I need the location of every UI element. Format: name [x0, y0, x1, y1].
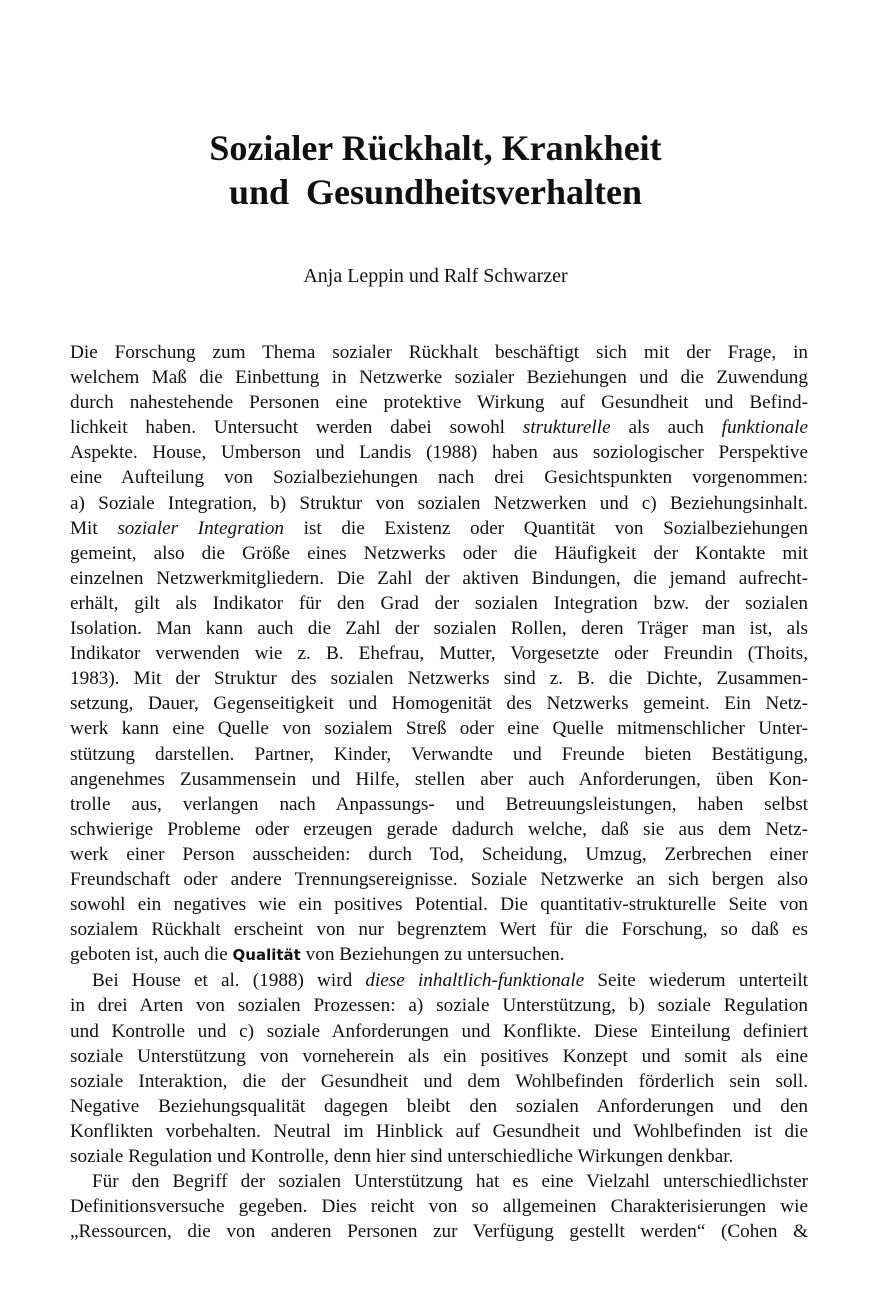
- text-line: soziale Unterstützung von vorneherein als ein positives Konzept und somit als eine: [70, 1045, 808, 1067]
- text-line: [70, 415, 808, 440]
- text-line: Konflikten vorbehalten. Neutral im Hinblick auf Gesundheit und Wohlbefinden ist die: [70, 1120, 808, 1142]
- paragraph-1: [70, 340, 808, 968]
- text-line: und Kontrolle und c) soziale Anforderungen und Konflikte. Diese Einteilung definiert: [70, 1020, 808, 1042]
- text-line: soziale Regulation und Kontrolle, denn hier sind unterschiedliche Wirkungen denkbar.: [70, 1146, 734, 1167]
- text-line: Für den Begriff der sozialen Unterstützung hat es eine Vielzahl unterschiedlichster: [92, 1171, 808, 1193]
- text-line: „Ressourcen, die von anderen Personen zur Verfügung gestellt werden“ (Cohen &: [70, 1221, 808, 1243]
- title-line-1: Sozialer Rückhalt, Krankheit: [209, 128, 662, 168]
- text-line: gemeint, also die Größe eines Netzwerks oder die Häufigkeit der Kontakte mit: [70, 542, 808, 564]
- text-line: einzelnen Netzwerkmitgliedern. Die Zahl der aktiven Bindungen, die jemand aufrecht-: [70, 567, 808, 589]
- text-run: Mit: [70, 517, 118, 539]
- text-line: Freundschaft oder andere Trennungsereignisse. Soziale Netzwerke an sich bergen also: [70, 868, 808, 890]
- text-line: angenehmes Zusammensein und Hilfe, stellen aber auch Anforderungen, üben Kon-: [70, 768, 808, 790]
- paragraph-2: [70, 968, 808, 1169]
- text-line: werk einer Person ausscheiden: durch Tod, Scheidung, Umzug, Zerbrechen einer: [70, 843, 808, 865]
- text-run: geboten ist, auch die: [70, 944, 233, 966]
- text-line: sozialem Rückhalt erscheint von nur begrenztem Wert für die Forschung, so daß es: [70, 919, 808, 941]
- emphasis-funktionale: funktionale: [721, 417, 808, 439]
- emphasis-qualitaet: Qualität: [232, 946, 301, 965]
- text-run: Bei House et al. (1988) wird: [92, 970, 366, 992]
- text-line: stützung darstellen. Partner, Kinder, Verwandte und Freunde bieten Bestätigung,: [70, 743, 808, 765]
- text-line: schwierige Probleme oder erzeugen gerade dadurch welche, daß sie aus dem Netz-: [70, 818, 808, 840]
- text-line: Negative Beziehungsqualität dagegen bleibt den sozialen Anforderungen und den: [70, 1095, 808, 1117]
- text-line: welchem Maß die Einbettung in Netzwerke sozialer Beziehungen und die Zuwendung: [70, 367, 808, 389]
- text-line: setzung, Dauer, Gegenseitigkeit und Homogenität des Netzwerks gemeint. Ein Netz-: [70, 693, 808, 715]
- text-line: [70, 516, 808, 541]
- paragraph-3: [70, 1169, 808, 1244]
- text-line: Aspekte. House, Umberson und Landis (1988) haben aus soziologischer Perspektive: [70, 442, 808, 464]
- text-line: in drei Arten von sozialen Prozessen: a) soziale Unterstützung, b) soziale Regulation: [70, 995, 808, 1017]
- text-line: 1983). Mit der Struktur des sozialen Netzwerks sind z. B. die Dichte, Zusammen-: [70, 668, 808, 690]
- text-line: soziale Interaktion, die der Gesundheit und dem Wohlbefinden förderlich sein soll.: [70, 1070, 808, 1092]
- emphasis-strukturelle: strukturelle: [522, 417, 611, 439]
- emphasis-sozialer-integration: sozialer Integration: [117, 517, 285, 539]
- text-line: erhält, gilt als Indikator für den Grad der sozialen Integration bzw. der sozialen: [70, 592, 808, 614]
- text-line: Isolation. Man kann auch die Zahl der sozialen Rollen, deren Träger man ist, als: [70, 618, 808, 640]
- text-run: Seite wiederum unterteilt: [584, 970, 809, 992]
- text-run: als auch: [610, 417, 722, 439]
- text-run: von Beziehungen zu untersuchen.: [300, 944, 565, 966]
- page-title: [0, 126, 871, 214]
- text-line: Indikator verwenden wie z. B. Ehefrau, Mutter, Vorgesetzte oder Freundin (Thoits,: [70, 643, 808, 665]
- text-line: durch nahestehende Personen eine protektive Wirkung auf Gesundheit und Befind-: [70, 392, 808, 414]
- text-line: a) Soziale Integration, b) Struktur von sozialen Netzwerken und c) Beziehungsinhalt.: [70, 492, 808, 514]
- text-line: [70, 968, 808, 993]
- authors: Anja Leppin und Ralf Schwarzer: [303, 265, 568, 287]
- text-line: eine Aufteilung von Sozialbeziehungen nach drei Gesichtspunkten vorgenommen:: [70, 467, 808, 489]
- text-line: [70, 942, 808, 968]
- emphasis-inhaltlich-funktionale: diese inhaltlich-funktionale: [365, 970, 585, 992]
- text-line: sowohl ein negatives wie ein positives Potential. Die quantitativ-strukturelle Seite von: [70, 894, 808, 916]
- title-line-2: und Gesundheitsverhalten: [228, 172, 643, 212]
- text-line: trolle aus, verlangen nach Anpassungs- und Betreuungsleistungen, haben selbst: [70, 793, 808, 815]
- body-text: [70, 340, 808, 1244]
- text-line: werk kann eine Quelle von sozialem Streß oder eine Quelle mitmenschlicher Unter-: [70, 718, 808, 740]
- text-line: Die Forschung zum Thema sozialer Rückhalt beschäftigt sich mit der Frage, in: [70, 342, 808, 363]
- text-run: lichkeit haben. Untersucht werden dabei sowohl: [70, 417, 523, 439]
- text-run: ist die Existenz oder Quantität von Sozialbeziehungen: [284, 517, 808, 539]
- text-line: Definitionsversuche gegeben. Dies reicht von so allgemeinen Charakterisierungen wie: [70, 1196, 808, 1218]
